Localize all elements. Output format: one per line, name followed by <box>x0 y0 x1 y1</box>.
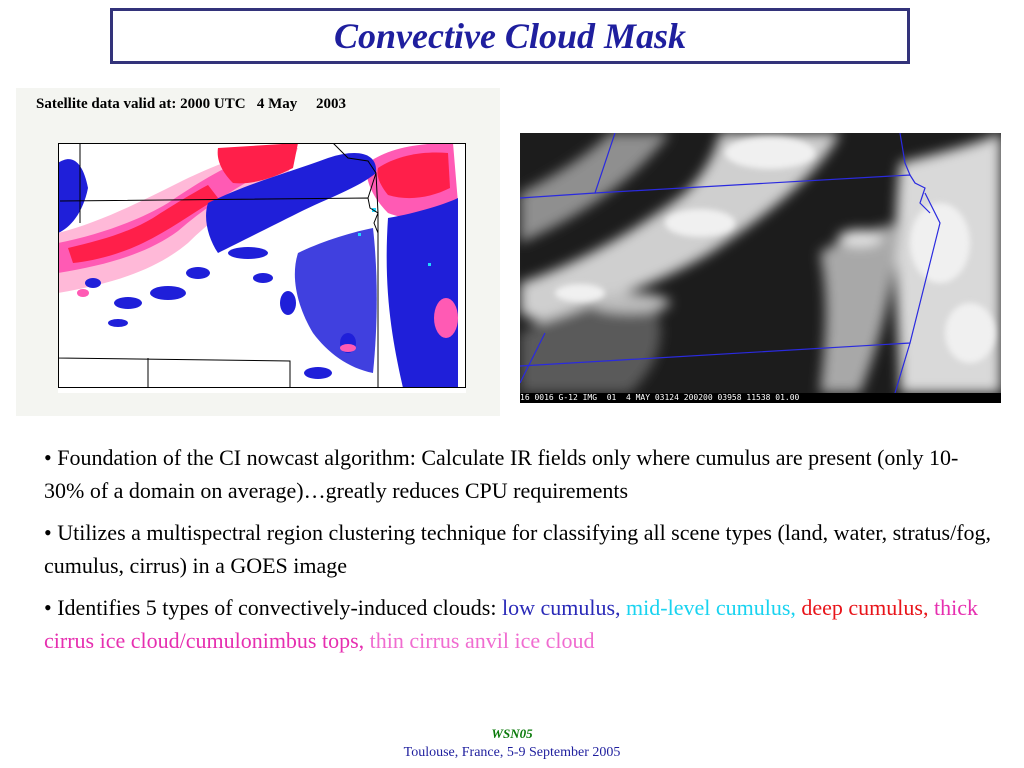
type-low-cumulus: low cumulus, <box>501 595 621 620</box>
bullet-foundation: • Foundation of the CI nowcast algorithm: Calculate IR fields only where cumulus are present (only 10-30% of a domain on average)…greatly reduces CPU requirements <box>44 445 959 503</box>
title-box <box>110 8 910 64</box>
low-cumulus-east <box>387 198 458 388</box>
type-mid-level-cumulus: mid-level cumulus, <box>626 595 796 620</box>
goes-satellite-scene <box>520 133 1001 393</box>
type-thin-cirrus: thin cirrus anvil ice cloud <box>369 628 595 653</box>
slide-title: Convective Cloud Mask <box>334 16 686 56</box>
footer-place: Toulouse, France, 5-9 September 2005 <box>403 745 621 760</box>
bullet-cloud-types <box>44 591 994 657</box>
satellite-valid-caption: Satellite data valid at: 2000 UTC 4 May 2003 <box>36 96 346 112</box>
cloud-mask-figure <box>16 88 500 416</box>
goes-visible-image <box>520 133 1001 403</box>
cloud-mask-map <box>58 143 466 393</box>
bullet-clustering: • Utilizes a multispectral region clustering technique for classifying all scene types (land, water, stratus/fog, cumulus, cirrus) in a GOES image <box>44 520 992 578</box>
bullet-cloud-types-lead: • Identifies 5 types of convectively-induced clouds: <box>44 595 502 620</box>
bullet-list <box>44 441 994 666</box>
type-deep-cumulus: deep cumulus, <box>801 595 929 620</box>
footer-event: WSN05 <box>491 726 533 741</box>
type-thick-cirrus: thick cirrus ice cloud/cumulonimbus tops, <box>44 595 978 653</box>
image-info-footer: 16 0016 G-12 IMG 01 4 MAY 03124 200200 03958 11538 01.00 <box>520 393 1001 403</box>
